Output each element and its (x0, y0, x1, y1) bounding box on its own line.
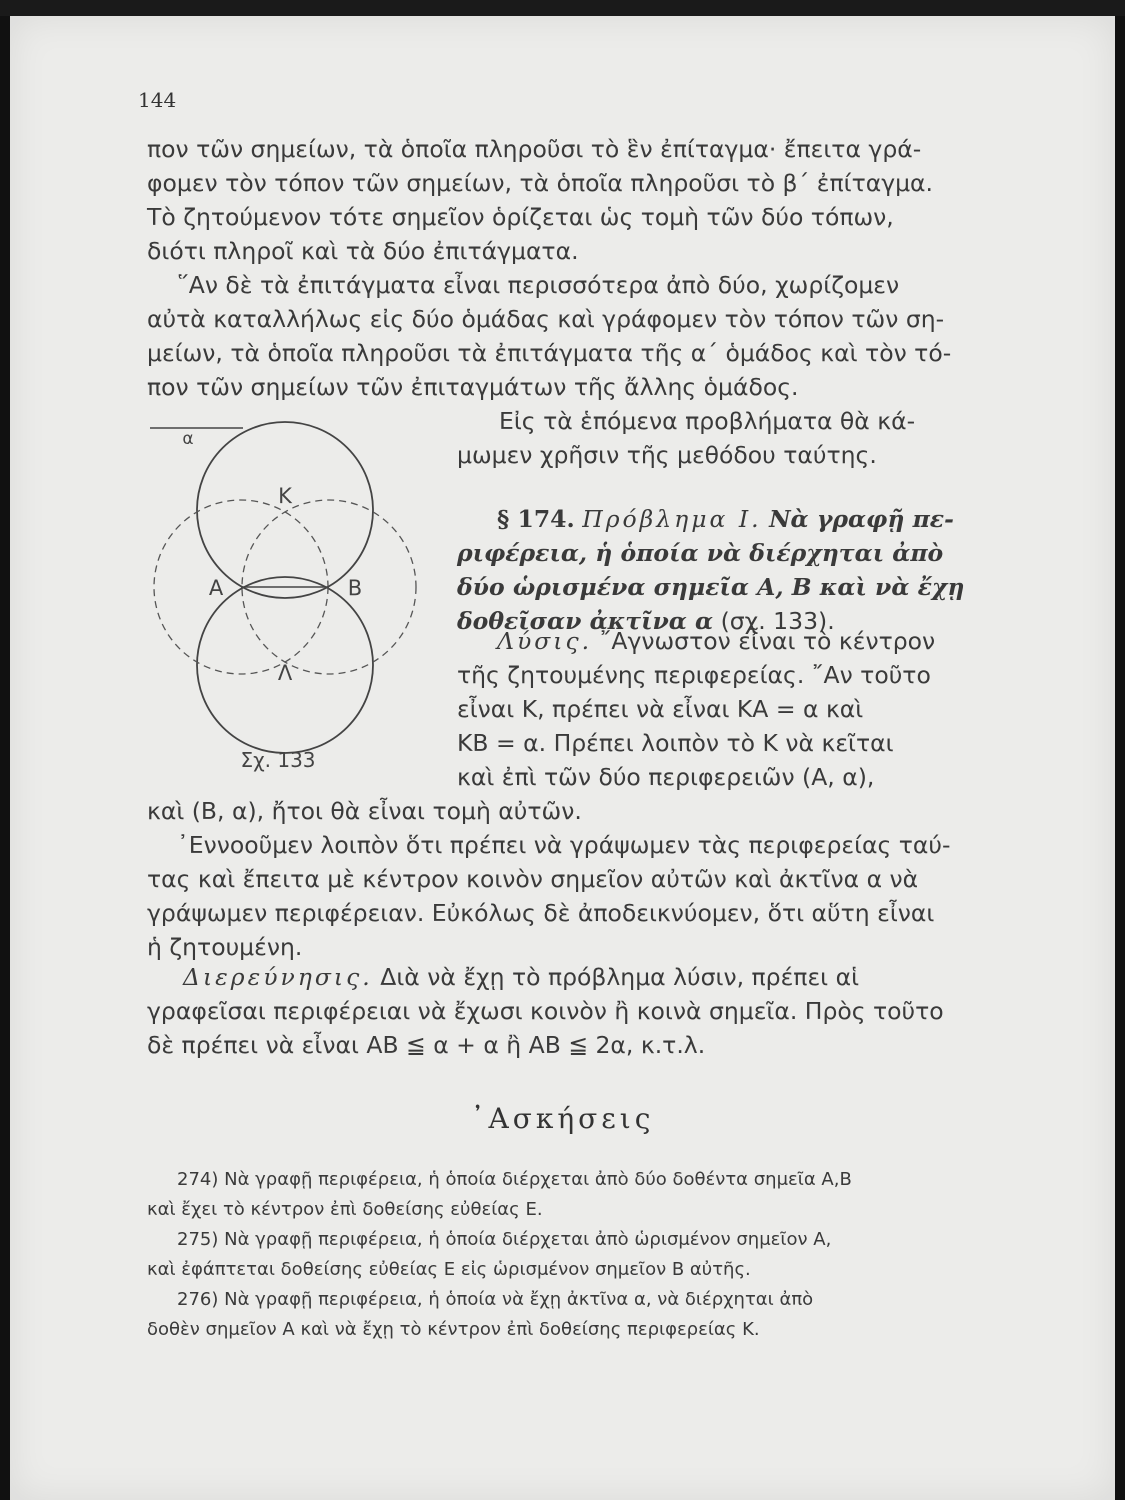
text-line: ριφέρεια, ἡ ὁποία νὰ διέρχηται ἀπὸ (457, 539, 944, 567)
exercises-heading: ᾿Ασκήσεις (470, 1102, 655, 1135)
text-line (147, 960, 944, 994)
circle-k (197, 422, 373, 598)
exercise-274-cont: καὶ ἔχει τὸ κέντρον ἐπὶ δοθείσης εὐθείας Ε. (147, 1199, 543, 1220)
page-number: 144 (138, 88, 177, 112)
label-b: Β (347, 576, 363, 600)
text-line: καὶ (Β, α), ἤτοι θὰ εἶναι τομὴ αὐτῶν. (147, 797, 582, 825)
text-line: ῞Αν δὲ τὰ ἐπιτάγματα εἶναι περισσότερα ἀπὸ δύο, χωρίζομεν (177, 271, 900, 299)
solution-continued (147, 794, 951, 964)
figure-133 (140, 415, 440, 785)
exercise-274: 274) Νὰ γραφῇ περιφέρεια, ἡ ὁποία διέρχεται ἀπὸ δύο δοθέντα σημεῖα Α,Β (177, 1169, 852, 1190)
text-line (457, 502, 964, 536)
text-line: αὐτὰ καταλλήλως εἰς δύο ὁμάδας καὶ γράφομεν τὸν τόπον τῶν ση- (147, 305, 945, 333)
exercise-275-cont: καὶ ἐφάπτεται δοθείσης εὐθείας Ε εἰς ὡρισμένον σημεῖον Β αὐτῆς. (147, 1259, 751, 1280)
text-line: διότι πληροῖ καὶ τὰ δύο ἐπιτάγματα. (147, 237, 579, 265)
text-line: πον τῶν σημείων τῶν ἐπιταγμάτων τῆς ἄλλης ὁμάδος. (147, 373, 799, 401)
scan-border (0, 0, 1125, 16)
text-line: φομεν τὸν τόπον τῶν σημείων, τὰ ὁποῖα πληροῦσι τὸ β΄ ἐπίταγμα. (147, 169, 934, 197)
problem-label: Πρόβλημα Ι. (582, 505, 762, 533)
solution-label: Λύσις. (497, 627, 593, 655)
text-line: εἶναι Κ, πρέπει νὰ εἶναι ΚΑ = α καὶ (457, 695, 864, 723)
text-line: γράψωμεν περιφέρειαν. Εὐκόλως δὲ ἀποδεικνύομεν, ὅτι αὕτη εἶναι (147, 899, 935, 927)
radius-label: α (182, 429, 194, 449)
text-line (457, 624, 935, 658)
text-line: Τὸ ζητούμενον τότε σημεῖον ὁρίζεται ὡς τομὴ τῶν δύο τόπων, (147, 203, 894, 231)
solution-paragraph (457, 624, 935, 794)
exercise-275: 275) Νὰ γραφῇ περιφέρεια, ἡ ὁποία διέρχεται ἀπὸ ὡρισμένον σημεῖον Α, (177, 1229, 832, 1250)
text-line: Εἰς τὰ ἑπόμενα προβλήματα θὰ κά- (499, 407, 916, 435)
text-line: δὲ πρέπει νὰ εἶναι ΑΒ ≦ α + α ἢ ΑΒ ≦ 2α, κ.τ.λ. (147, 1031, 706, 1059)
text-line: μείων, τὰ ὁποῖα πληροῦσι τὰ ἐπιτάγματα τῆς α΄ ὁμάδος καὶ τὸν τό- (147, 339, 952, 367)
text-line: πον τῶν σημείων, τὰ ὁποῖα πληροῦσι τὸ ἓν ἐπίταγμα· ἔπειτα γρά- (147, 135, 922, 163)
label-k: Κ (278, 484, 292, 508)
text-line: ἡ ζητουμένη. (147, 933, 303, 961)
discussion-text: Διὰ νὰ ἔχῃ τὸ πρόβλημα λύσιν, πρέπει αἱ (380, 963, 860, 991)
figure-reference: (σχ. 133). (720, 607, 835, 635)
text-line: ᾿Εννοοῦμεν λοιπὸν ὅτι πρέπει νὰ γράψωμεν τὰς περιφερείας ταύ- (177, 831, 951, 859)
problem-text: δοθεῖσαν ἀκτῖνα α (457, 607, 714, 635)
label-l: Λ (277, 661, 293, 685)
discussion-label: Διερεύνησις. (183, 963, 373, 991)
exercise-list (147, 1165, 852, 1345)
text-line: τας καὶ ἔπειτα μὲ κέντρον κοινὸν σημεῖον αὐτῶν καὶ ἀκτῖνα α νὰ (147, 865, 919, 893)
method-paragraph (457, 404, 915, 472)
figure-caption: Σχ. 133 (240, 748, 316, 772)
exercise-276: 276) Νὰ γραφῇ περιφέρεια, ἡ ὁποία νὰ ἔχῃ ἀκτῖνα α, νὰ διέρχηται ἀπὸ (177, 1289, 814, 1310)
exercise-276-cont: δοθὲν σημεῖον Α καὶ νὰ ἔχῃ τὸ κέντρον ἐπὶ δοθείσης περιφερείας Κ. (147, 1319, 760, 1340)
text-line: ΚΒ = α. Πρέπει λοιπὸν τὸ Κ νὰ κεῖται (457, 729, 894, 757)
section-number: § 174. (497, 505, 575, 533)
text-line: μωμεν χρῆσιν τῆς μεθόδου ταύτης. (457, 441, 877, 469)
intro-paragraph (147, 132, 1025, 404)
problem-statement (457, 502, 964, 638)
text-line: τῆς ζητουμένης περιφερείας. ῎Αν τοῦτο (457, 661, 931, 689)
text-line: γραφεῖσαι περιφέρειαι νὰ ἔχωσι κοινὸν ἢ κοινὰ σημεῖα. Πρὸς τοῦτο (147, 997, 944, 1025)
solution-text: ῎Αγνωστον εἶναι τὸ κέντρον (599, 627, 936, 655)
text-line: δύο ὡρισμένα σημεῖα Α, Β καὶ νὰ ἔχῃ (457, 573, 965, 601)
label-a: Α (208, 576, 224, 600)
text-line: καὶ ἐπὶ τῶν δύο περιφερειῶν (Α, α), (457, 763, 875, 791)
problem-text: Νὰ γραφῇ πε- (769, 505, 954, 533)
discussion-paragraph (147, 960, 944, 1062)
